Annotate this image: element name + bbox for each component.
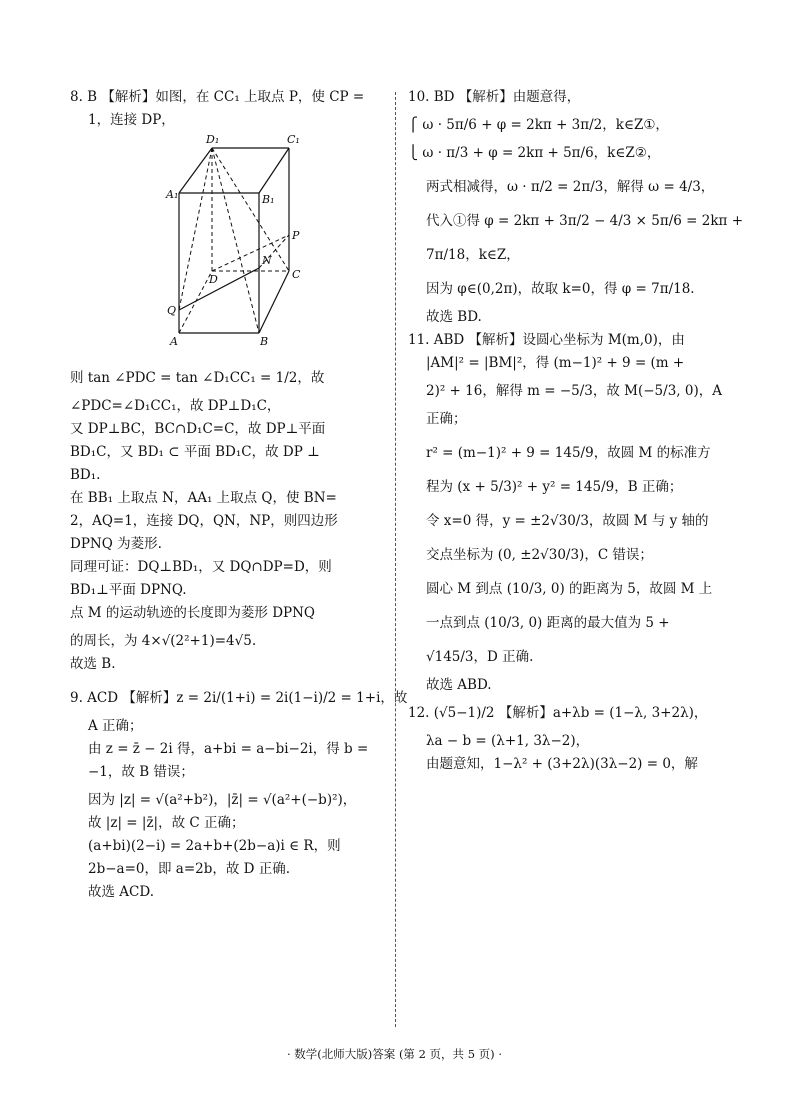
q8-text-5: BD₁. [70, 467, 101, 483]
q11-line-8: 交点坐标为 (0, ±2√30/3)，C 错误； [426, 547, 653, 563]
q12-line-2: λa − b = (λ+1, 3λ−2)， [426, 733, 590, 749]
q8-text-4: BD₁C，又 BD₁ ⊂ 平面 BD₁C，故 DP ⊥ [70, 444, 320, 460]
q10-line-5: 代入①得 φ = 2kπ + 3π/2 − 4/3 × 5π/6 = 2kπ + [426, 213, 744, 229]
q8-text-12: 的周长，为 4×√(2²+1)=4√5. [70, 633, 257, 649]
q10-line-6: 7π/18，k∈Z， [426, 247, 520, 263]
q8-text-11: 点 M 的运动轨迹的长度即为菱形 DPNQ [70, 605, 315, 621]
q8-line-2: 1，连接 DP， [88, 112, 175, 128]
label-C1: C₁ [287, 133, 300, 146]
label-C: C [292, 268, 301, 281]
q9-line-4: −1，故 B 错误； [88, 764, 194, 780]
label-Q: Q [167, 304, 177, 317]
q8-text-8: DPNQ 为菱形. [70, 536, 162, 552]
q9-line-5: 因为 |z| = √(a²+b²)，|z̄| = √(a²+(−b)²)， [88, 792, 357, 808]
q9-line-2: A 正确； [88, 718, 143, 734]
label-N: N [262, 254, 272, 267]
q11-line-1: 11. ABD 【解析】设圆心坐标为 M(m,0)，由 [408, 332, 685, 348]
column-divider [395, 92, 396, 1027]
q11-line-7: 令 x=0 得，y = ±2√30/3，故圆 M 与 y 轴的 [426, 513, 709, 529]
q9-line-3: 由 z = z̄ − 2i 得，a+bi = a−bi−2i，得 b = [88, 741, 369, 757]
q11-line-6: 程为 (x + 5/3)² + y² = 145/9，B 正确； [426, 479, 683, 495]
q8-text-9: 同理可证：DQ⊥BD₁，又 DQ∩DP=D，则 [70, 559, 332, 575]
q12-line-3: 由题意知，1−λ² + (3+2λ)(3λ−2) = 0，解 [426, 756, 698, 772]
q12-line-1: 12. (√5−1)/2 【解析】a+λb = (1−λ, 3+2λ)， [408, 705, 708, 721]
left-column [70, 88, 408, 901]
q11-line-9: 圆心 M 到点 (10/3, 0) 的距离为 5，故圆 M 上 [426, 581, 713, 597]
q10-line-1: 10. BD 【解析】由题意得， [408, 89, 581, 105]
right-column [408, 88, 744, 773]
q9-line-1: 9. ACD 【解析】z = 2i/(1+i) = 2i(1−i)/2 = 1+i，故 [70, 690, 408, 706]
q8-line-1: 8. B 【解析】如图，在 CC₁ 上取点 P，使 CP = [70, 89, 365, 105]
label-A: A [170, 335, 178, 348]
label-D: D [209, 273, 218, 286]
q9-line-8: 2b−a=0，即 a=2b，故 D 正确. [88, 861, 291, 877]
q11-line-10: 一点到点 (10/3, 0) 距离的最大值为 5 + [426, 615, 670, 631]
cube-figure [70, 133, 386, 363]
q9-line-9: 故选 ACD. [88, 884, 155, 900]
label-A1: A₁ [166, 188, 179, 201]
q9-line-7: (a+bi)(2−i) = 2a+b+(2b−a)i ∈ R，则 [88, 838, 341, 854]
q11-line-12: 故选 ABD. [426, 677, 492, 693]
q11-line-4: 正确； [426, 411, 467, 427]
q8-text-3: 又 DP⊥BC，BC∩D₁C=C，故 DP⊥平面 [70, 421, 326, 437]
q11-line-3: 2)² + 16，解得 m = −5/3，故 M(−5/3, 0)，A [426, 383, 722, 399]
q11-line-5: r² = (m−1)² + 9 = 145/9，故圆 M 的标准方 [426, 445, 711, 461]
label-B: B [260, 335, 269, 348]
q11-line-11: √145/3，D 正确. [426, 649, 534, 665]
q11-line-2: |AM|² = |BM|²，得 (m−1)² + 9 = (m + [426, 355, 685, 371]
q10-line-7: 因为 φ∈(0,2π)，故取 k=0，得 φ = 7π/18. [426, 281, 695, 297]
page-footer: · 数学(北师大版)答案 (第 2 页，共 5 页) · [287, 1047, 502, 1061]
q8-text-13: 故选 B. [70, 656, 116, 672]
label-D1: D₁ [206, 133, 220, 146]
q9-line-6: 故 |z| = |z̄|，故 C 正确； [88, 815, 245, 831]
q8-text-1: 则 tan ∠PDC = tan ∠D₁CC₁ = 1/2，故 [70, 370, 325, 386]
q8-text-7: 2，AQ=1，连接 DQ，QN，NP，则四边形 [70, 513, 338, 529]
q8-text-2: ∠PDC=∠D₁CC₁，故 DP⊥D₁C， [70, 398, 281, 414]
q10-line-3: ⎩ ω · π/3 + φ = 2kπ + 5π/6，k∈Z②， [408, 145, 661, 161]
q10-line-8: 故选 BD. [426, 309, 482, 325]
q8-text-10: BD₁⊥平面 DPNQ. [70, 582, 187, 598]
label-B1: B₁ [262, 193, 275, 206]
q8-text-6: 在 BB₁ 上取点 N，AA₁ 上取点 Q，使 BN= [70, 490, 337, 506]
q10-line-2: ⎧ ω · 5π/6 + φ = 2kπ + 3π/2，k∈Z①， [408, 117, 669, 133]
label-P: P [292, 229, 300, 242]
q10-line-4: 两式相减得，ω · π/2 = 2π/3，解得 ω = 4/3， [426, 179, 715, 195]
